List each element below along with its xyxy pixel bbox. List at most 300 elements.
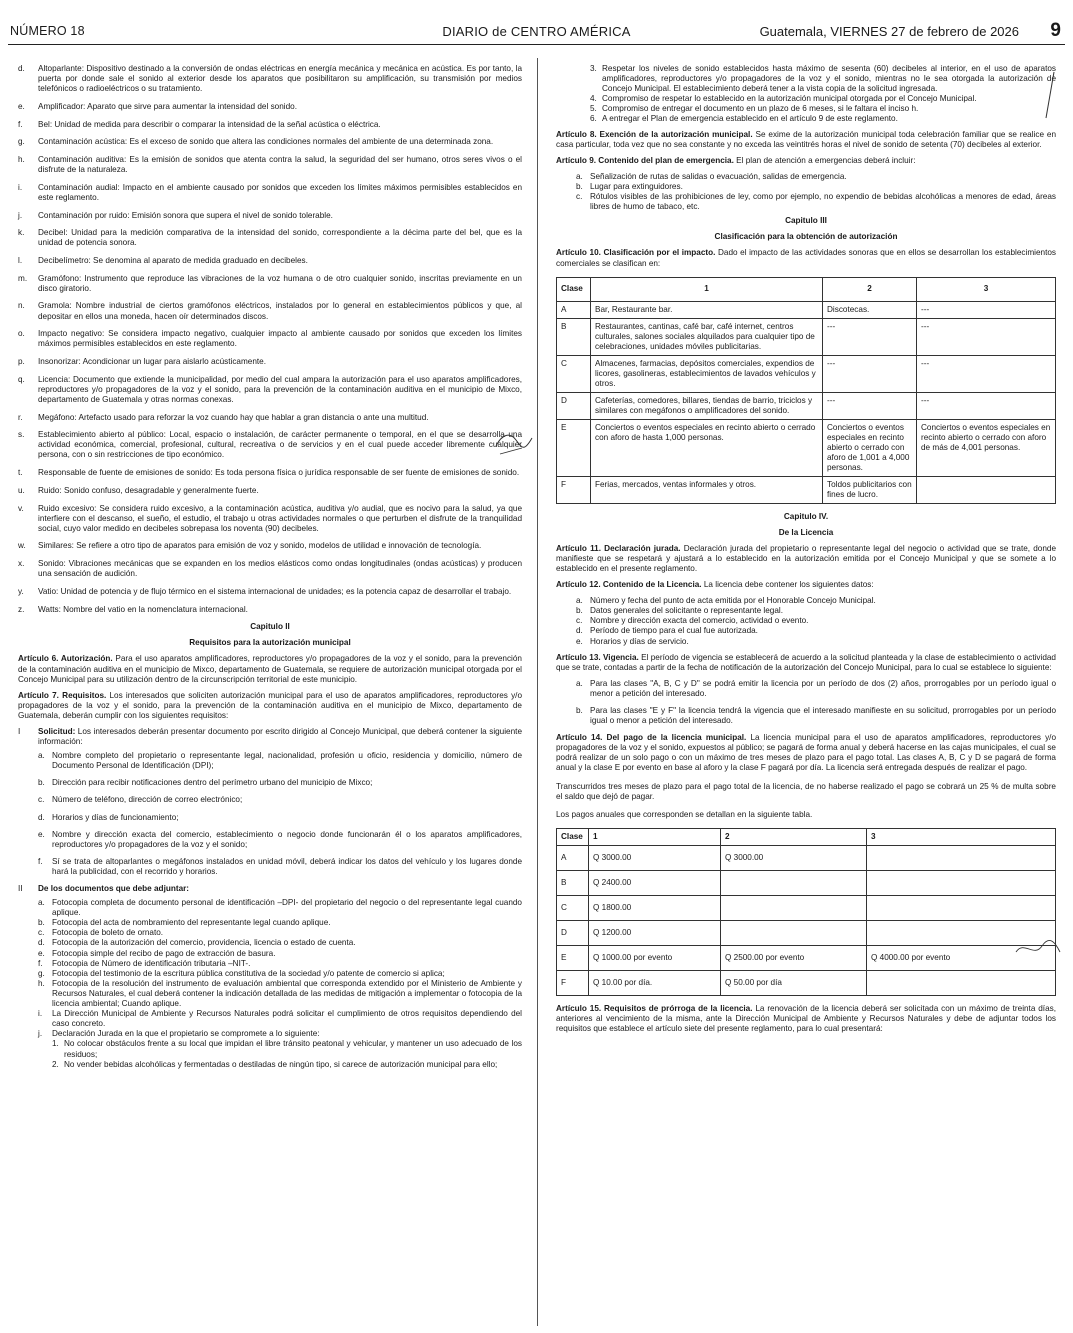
- class-cell: A: [557, 845, 589, 870]
- emergency-plan-item-letter: a.: [576, 171, 583, 181]
- definition-item-text: Decibelímetro: Se denomina al aparato de medida graduado en decibeles.: [38, 255, 308, 265]
- article-6: [18, 654, 522, 684]
- definition-item-letter: l.: [18, 255, 23, 265]
- table-row: [557, 419, 1056, 476]
- section-2-list: [38, 898, 522, 1039]
- requirement-item-letter: c.: [38, 795, 45, 805]
- declaration-item-text: A entregar el Plan de emergencia establecido en el artículo 9 de este reglamento.: [602, 114, 898, 124]
- emergency-plan-item: [576, 182, 1056, 192]
- table-row: [557, 476, 1056, 503]
- document-item-text: Fotocopia simple del recibo de pago de extracción de basura.: [52, 948, 276, 958]
- document-item-letter: a.: [38, 898, 45, 908]
- requirement-item-text: Número de teléfono, dirección de correo electrónico;: [52, 795, 243, 805]
- document-item: [38, 918, 522, 928]
- class-cell: D: [557, 392, 591, 419]
- license-content-item-text: Período de tiempo para el cual fue autorizada.: [590, 626, 758, 636]
- column-header: Clase: [557, 828, 589, 845]
- table-cell: Q 3000.00: [589, 845, 721, 870]
- definition-item: [18, 329, 522, 349]
- emergency-plan-item: [576, 192, 1056, 212]
- validity-item: [576, 706, 1056, 726]
- page-number: 9: [1050, 20, 1061, 41]
- definition-item: [18, 211, 522, 221]
- column-header: Clase: [557, 277, 591, 301]
- requirement-item-text: Horarios y días de funcionamiento;: [52, 812, 179, 822]
- document-item-letter: f.: [38, 958, 43, 968]
- definition-item-text: Amplificador: Aparato que sirve para aumentar la intensidad del sonido.: [38, 101, 297, 111]
- table-row: [557, 301, 1056, 318]
- table-cell: Conciertos o eventos especiales en recinto abierto o cerrado con aforo de hasta 1,000 personas.: [591, 419, 823, 476]
- definition-item-letter: n.: [18, 301, 25, 311]
- license-content-item-letter: b.: [576, 606, 583, 616]
- column-header: 3: [867, 828, 1056, 845]
- declaration-item-letter: 4.: [590, 94, 597, 104]
- article-13-body: El período de vigencia se establecerá de acuerdo a la solicitud planteada y la clase de establecimiento o actividad que se trate, contadas a partir de la fecha de notificación de la autorización del Concejo Municipal, para lo cual se establece lo siguiente:: [556, 652, 1056, 672]
- article-7: [18, 691, 522, 721]
- declaration-item-letter: 3.: [590, 64, 597, 73]
- requirement-item: [38, 857, 522, 877]
- emergency-plan-item-text: Rótulos visibles de las prohibiciones de ley, como por ejemplo, no expendio de bebidas alcohólicas a menores de edad, áreas libres de humo de tabaco, etc.: [590, 192, 1056, 212]
- table-row: [557, 920, 1056, 945]
- definition-item: [18, 559, 522, 579]
- document-item: [38, 949, 522, 959]
- issue-number: NÚMERO 18: [10, 24, 85, 38]
- definition-item: [18, 504, 522, 534]
- table-cell: ---: [917, 301, 1056, 318]
- document-item-text: Fotocopia de la resolución del instrumento de evaluación ambiental que corresponda extendido por el Ministerio de Ambiente y Recursos Naturales, el cual deberá contener la indicación detallada de las medidas de mitigación a implementar o fotocopia de la licencia ambiental; Cuando aplique.: [52, 978, 522, 1009]
- requirement-item-text: Nombre y dirección exacta del comercio, establecimiento o negocio donde funcionarán él o los aparatos amplificadores, reproductores y/o propagadores de la voz y el sonido;: [52, 829, 522, 849]
- definition-item-letter: h.: [18, 154, 25, 164]
- definition-item-letter: f.: [18, 119, 23, 129]
- definition-item-letter: m.: [18, 273, 28, 283]
- definition-item: [18, 183, 522, 203]
- requirement-item-letter: d.: [38, 812, 45, 822]
- document-item-letter: b.: [38, 918, 45, 928]
- definition-item: [18, 605, 522, 615]
- definition-item: [18, 486, 522, 496]
- document-item: [38, 959, 522, 969]
- article-12-heading: Artículo 12. Contenido de la Licencia.: [556, 580, 702, 590]
- table-cell: ---: [917, 318, 1056, 355]
- article-13: [556, 653, 1056, 673]
- definition-item: [18, 375, 522, 405]
- definitions-list: [18, 64, 522, 615]
- article-11-heading: Artículo 11. Declaración jurada.: [556, 543, 681, 553]
- section-2-heading: De los documentos que debe adjuntar:: [38, 884, 190, 893]
- definition-item-letter: v.: [18, 503, 24, 513]
- article-15-body: La renovación de la licencia deberá ser solicitada con un máximo de treinta días, anteriores al vencimiento de la misma, ante la Dirección Municipal de Ambiente y Recursos Naturales y debe de adjuntar todos los requisitos que establece el artículo siete del presente reglamento, para lo cual presentará:: [556, 1003, 1056, 1034]
- table-cell: Q 10.00 por día.: [589, 970, 721, 995]
- left-column: [18, 64, 522, 1070]
- definition-item-text: Similares: Se refiere a otro tipo de aparatos para emisión de voz y sonido, modelos de utilidad e innovación de tecnología.: [38, 541, 482, 551]
- definition-item-text: Decibel: Unidad para la medición comparativa de la intensidad del sonido, correspondiente a la décima parte del bel, que es la unidad de potencia sonora.: [38, 228, 522, 248]
- definition-item-letter: d.: [18, 64, 25, 73]
- document-item-text: Fotocopia del testimonio de la escritura pública constitutiva de la sociedad y/o patente de comercio si aplica;: [52, 968, 445, 978]
- definition-item-letter: p.: [18, 357, 25, 366]
- table-cell: ---: [823, 355, 917, 392]
- declaration-item-letter: 1.: [52, 1039, 59, 1049]
- definition-item-letter: y.: [18, 586, 24, 596]
- document-item: [38, 898, 522, 918]
- column-header: 2: [823, 277, 917, 301]
- definition-item: [18, 155, 522, 175]
- initials-signature-mark-2: [1012, 938, 1062, 960]
- article-9-list: [576, 172, 1056, 212]
- initials-signature-mark: [492, 428, 536, 464]
- table-cell: Ferias, mercados, ventas informales y otros.: [591, 476, 823, 503]
- license-content-item-text: Nombre y dirección exacta del comercio, actividad o evento.: [590, 616, 809, 626]
- table-cell: Toldos publicitarios con fines de lucro.: [823, 476, 917, 503]
- license-content-item-letter: c.: [576, 616, 583, 626]
- license-content-item-text: Datos generales del solicitante o representante legal.: [590, 606, 783, 616]
- table-row: [557, 318, 1056, 355]
- definition-item-text: Ruido excesivo: Se considera ruido excesivo, a la contaminación acústica, auditiva y/o audial, que es nocivo para la salud, ya que interfiere con el descanso, el sueño, el estudio, el trabajo u otras actividades normales o que perturben el disfrute de la tranquilidad social, cuyo valor medido en decibeles sobrepasa los noventa (90) decibeles.: [38, 503, 522, 533]
- payments-table: [556, 828, 1056, 996]
- article-13-heading: Artículo 13. Vigencia.: [556, 652, 639, 662]
- validity-item-text: Para las clases "E y F" la licencia tendrá la vigencia que el interesado manifieste en su solicitud, prorrogables por un período igual o menor a petición del interesado.: [590, 706, 1056, 726]
- definition-item: [18, 413, 522, 423]
- article-15: [556, 1004, 1056, 1034]
- document-item-text: Fotocopia de Número de identificación tributaria –NIT-.: [52, 958, 251, 968]
- document-item-letter: i.: [38, 1009, 43, 1019]
- declaration-item-text: No colocar obstáculos frente a su local que impidan el libre tránsito peatonal y vehicular, y mantener un uso adecuado de los residuos;: [64, 1039, 522, 1059]
- document-item-letter: g.: [38, 968, 45, 978]
- article-15-heading: Artículo 15. Requisitos de prórroga de la licencia.: [556, 1003, 753, 1013]
- header-rule: [8, 44, 1065, 45]
- article-14-heading: Artículo 14. Del pago de la licencia municipal.: [556, 733, 747, 743]
- table-cell: Restaurantes, cantinas, café bar, café internet, centros culturales, salones sociales alquilados para cualquier tipo de celebraciones, unidades móviles publicitarias.: [591, 318, 823, 355]
- declaration-item: [52, 1039, 522, 1059]
- declaration-item-letter: 2.: [52, 1059, 59, 1069]
- license-content-item: [576, 616, 1056, 626]
- chapter-3-title: Capitulo III: [785, 216, 827, 226]
- definition-item-letter: w.: [18, 541, 26, 551]
- definition-item-letter: e.: [18, 101, 25, 111]
- table-cell: ---: [823, 392, 917, 419]
- definition-item-text: Ruido: Sonido confuso, desagradable y generalmente fuerte.: [38, 485, 259, 495]
- section-1: [18, 727, 522, 747]
- table-row: [557, 970, 1056, 995]
- column-header: 2: [721, 828, 867, 845]
- definition-item-letter: q.: [18, 374, 25, 384]
- article-8-heading: Artículo 8. Exención de la autorización municipal.: [556, 129, 753, 139]
- classification-table: [556, 277, 1056, 504]
- table-cell: Q 2500.00 por evento: [721, 945, 867, 970]
- definition-item: [18, 301, 522, 321]
- definition-item-letter: x.: [18, 559, 25, 569]
- article-12: [556, 580, 1056, 590]
- definition-item: [18, 541, 522, 551]
- validity-item-letter: a.: [576, 678, 583, 688]
- definition-item-letter: i.: [18, 182, 23, 192]
- table-cell: ---: [917, 355, 1056, 392]
- table-cell: Q 4000.00 por evento: [867, 945, 1056, 970]
- article-14: [556, 733, 1056, 773]
- article-11: [556, 544, 1056, 574]
- license-content-item: [576, 637, 1056, 647]
- document-item-letter: e.: [38, 948, 45, 958]
- document-item: [38, 979, 522, 1009]
- table-cell: [867, 970, 1056, 995]
- class-cell: C: [557, 355, 591, 392]
- article-6-body: Para el uso aparatos amplificadores, reproductores y/o propagadores de la voz y el sonido, para la prevención de la contaminación auditiva en el municipio de Mixco, departamento de Guatemala, se requiere de autorización municipal otorgada por el Concejo Municipal para su utilización dentro de la circunscripción territorial de este municipio.: [18, 654, 522, 684]
- document-item: [38, 938, 522, 948]
- table-cell: Cafeterías, comedores, billares, tiendas de barrio, triciclos y similares con megáfonos o amplificadores del sonido.: [591, 392, 823, 419]
- article-14-body: La licencia municipal para el uso de aparatos amplificadores, reproductores y/o propagadores de la voz y el sonido, expuestos al público; se pagará de forma anual y deberá hacerse en las cajas municipales, el cual se podrá realizar de un solo pago o con un máximo de tres meses de plazo para el pago total. Las clases A, B, C y D se pagará de forma anual y la clase E por evento en base al aforo y la clase F pagará por día. La licencia será entregada después de realizar el pago.: [556, 733, 1057, 773]
- document-item-text: Fotocopia de la autorización del comercio, providencia, licencia o estado de cuenta.: [52, 938, 356, 948]
- definition-item-text: Contaminación auditiva: Es la emisión de sonidos que atenta contra la salud, la seguridad del ser humano, otros seres vivos o el disfrute de la naturaleza.: [38, 154, 522, 175]
- table-cell: [721, 895, 867, 920]
- emergency-plan-item-letter: b.: [576, 181, 583, 191]
- article-9-heading: Artículo 9. Contenido del plan de emergencia.: [556, 155, 734, 165]
- requirement-item: [38, 813, 522, 823]
- section-2-number: II: [18, 884, 23, 893]
- requirement-item-letter: b.: [38, 778, 45, 788]
- definition-item: [18, 256, 522, 266]
- table-cell: Almacenes, farmacias, depósitos comerciales, expendios de licores, gasolineras, establecimientos de lavados vehículos y otros.: [591, 355, 823, 392]
- table-cell: ---: [823, 318, 917, 355]
- class-cell: F: [557, 476, 591, 503]
- validity-item: [576, 679, 1056, 699]
- definition-item-text: Megáfono: Artefacto usado para reforzar la voz cuando hay que hablar a gran distancia o ante una multitud.: [38, 412, 429, 422]
- right-column: [556, 64, 1056, 1040]
- license-content-item: [576, 626, 1056, 636]
- declaration-item: [590, 114, 1056, 124]
- table-cell: Bar, Restaurante bar.: [591, 301, 823, 318]
- definition-item-text: Altoparlante: Dispositivo destinado a la conversión de ondas eléctricas en energía mecánica y mecánica en acústica. Es por tanto, la puerta por donde sale el sonido al exterior desde los aparatos que posibilitaron su amplificación, su transmisión por medios telefónicos o radioeléctricos o su tratamiento.: [38, 64, 522, 94]
- document-item: [38, 1029, 522, 1039]
- declaration-item: [590, 94, 1056, 104]
- definition-item: [18, 274, 522, 294]
- issue-date: Guatemala, VIERNES 27 de febrero de 2026: [759, 24, 1019, 39]
- declaration-item: [590, 104, 1056, 114]
- requirement-item-letter: a.: [38, 751, 45, 761]
- chapter-2-title: Capitulo II: [250, 622, 290, 632]
- definition-item: [18, 120, 522, 130]
- article-11-body: Declaración jurada del propietario o representante legal del negocio o actividad que se trate, donde manifieste que se respetará y ajustará a lo establecido en la autorización emitida por el Concejo Municipal y que se somete a lo establecido en el presente reglamento.: [556, 543, 1056, 573]
- emergency-plan-item-letter: c.: [576, 192, 583, 202]
- article-9-body: El plan de atención a emergencias deberá incluir:: [733, 155, 916, 165]
- declaration-item-letter: 5.: [590, 104, 597, 114]
- license-content-item: [576, 596, 1056, 606]
- article-6-heading: Artículo 6. Autorización.: [18, 654, 113, 664]
- definition-item: [18, 357, 522, 367]
- payments-table-header: [557, 828, 1056, 845]
- declaration-item: [590, 64, 1056, 94]
- margin-signature-mark: [1036, 68, 1062, 128]
- section-1-list: [38, 751, 522, 877]
- class-cell: B: [557, 318, 591, 355]
- document-item-text: Declaración Jurada en la que el propietario se compromete a lo siguiente:: [52, 1029, 320, 1039]
- column-divider: [537, 58, 538, 1326]
- document-item-text: Fotocopia completa de documento personal de identificación –DPI- del propietario del negocio o del representante legal cuando aplique.: [52, 898, 522, 918]
- chapter-4-subtitle: De la Licencia: [778, 527, 834, 537]
- definition-item-text: Gramola: Nombre industrial de ciertos gramófonos eléctricos, instalados por lo general en establecimientos públicos y que, al depositar en ellos una moneda, hacen oír determinados discos.: [38, 301, 522, 321]
- class-cell: F: [557, 970, 589, 995]
- article-12-list: [576, 596, 1056, 646]
- document-item: [38, 969, 522, 979]
- table-cell: [867, 870, 1056, 895]
- declaration-item-text: Compromiso de respetar lo establecido en la autorización municipal otorgada por el Concejo Municipal.: [602, 94, 977, 104]
- definition-item-text: Vatio: Unidad de potencia y de flujo térmico en el sistema internacional de unidades; es la potencia capaz de desarrollar el trabajo.: [38, 586, 512, 596]
- declaration-item: [52, 1060, 522, 1070]
- chapter-3-subtitle: Clasificación para la obtención de autorización: [714, 232, 898, 242]
- publication-title: DIARIO de CENTRO AMÉRICA: [442, 24, 631, 39]
- article-10-body: Dado el impacto de las actividades sonoras que en ellos se desarrollan los establecimientos comerciales se clasifican en:: [556, 248, 1056, 268]
- table-cell: Q 1000.00 por evento: [589, 945, 721, 970]
- document-item-text: Fotocopia de boleto de ornato.: [52, 928, 164, 938]
- requirement-item: [38, 751, 522, 771]
- requirement-item-text: Dirección para recibir notificaciones dentro del perímetro urbano del municipio de Mixco;: [52, 778, 373, 788]
- definition-item-text: Contaminación por ruido: Emisión sonora que supera el nivel de sonido tolerable.: [38, 210, 333, 220]
- definition-item-letter: o.: [18, 329, 25, 339]
- class-cell: A: [557, 301, 591, 318]
- definition-item-text: Responsable de fuente de emisiones de sonido: Es toda persona física o jurídica responsable de ser fuente de emisiones de sonido.: [38, 468, 520, 478]
- table-row: [557, 895, 1056, 920]
- emergency-plan-item-text: Lugar para extinguidores.: [590, 181, 683, 191]
- declaration-list-start: [52, 1039, 522, 1069]
- declaration-item-text: No vender bebidas alcohólicas y fermentadas o destiladas de ningún tipo, si carece de autorización municipal para ello;: [64, 1059, 498, 1069]
- column-header: 3: [917, 277, 1056, 301]
- table-row: [557, 392, 1056, 419]
- table-row: [557, 355, 1056, 392]
- article-8-body: Se exime de la autorización municipal toda celebración familiar que se realice en casa particular, toda vez que no sea constante y no exceda las veintitrés horas el nivel de sonido de setenta (70) decibeles al exterior.: [556, 129, 1056, 149]
- requirement-item: [38, 830, 522, 850]
- article-8: [556, 130, 1056, 150]
- article-10: [556, 248, 1056, 268]
- table-cell: ---: [917, 392, 1056, 419]
- requirement-item: [38, 795, 522, 805]
- table-cell: [721, 870, 867, 895]
- definition-item-text: Bel: Unidad de medida para describir o comparar la intensidad de la señal acústica o eléctrica.: [38, 119, 381, 129]
- article-14-paragraph-3: Los pagos anuales que corresponden se detallan en la siguiente tabla.: [556, 809, 813, 819]
- table-cell: [721, 920, 867, 945]
- validity-item-letter: b.: [576, 706, 583, 715]
- class-cell: E: [557, 945, 589, 970]
- document-item-letter: j.: [38, 1029, 43, 1039]
- article-10-heading: Artículo 10. Clasificación por el impacto.: [556, 248, 716, 258]
- definition-item-letter: s.: [18, 430, 25, 440]
- requirement-item-letter: f.: [38, 856, 43, 866]
- license-content-item-letter: e.: [576, 636, 583, 646]
- definition-item-letter: t.: [18, 468, 23, 478]
- definition-item: [18, 64, 522, 94]
- article-14-paragraph-2: Transcurridos tres meses de plazo para el pago total de la licencia, de no haberse realizado el pago se cobrará un 25 % de multa sobre el saldo que dejó de pagar.: [556, 781, 1056, 801]
- section-1-heading: Solicitud:: [38, 726, 76, 736]
- definition-item-letter: j.: [18, 210, 23, 220]
- table-cell: Q 1200.00: [589, 920, 721, 945]
- validity-item-text: Para las clases "A, B, C y D" se podrá emitir la licencia por un período de dos (2) años, prorrogables por un período igual o menor a petición del interesado.: [590, 678, 1056, 698]
- table-row: [557, 945, 1056, 970]
- article-12-body: La licencia debe contener los siguientes datos:: [701, 580, 874, 590]
- document-item-letter: c.: [38, 928, 45, 938]
- column-header: 1: [589, 828, 721, 845]
- class-cell: D: [557, 920, 589, 945]
- table-row: [557, 845, 1056, 870]
- definition-item-text: Insonorizar: Acondicionar un lugar para aislarlo acústicamente.: [38, 357, 267, 366]
- declaration-item-letter: 6.: [590, 114, 597, 124]
- table-cell: Discotecas.: [823, 301, 917, 318]
- document-item-text: Fotocopia del acta de nombramiento del representante legal cuando aplique.: [52, 918, 331, 928]
- license-content-item-letter: a.: [576, 596, 583, 606]
- table-cell: [917, 476, 1056, 503]
- table-cell: Q 1800.00: [589, 895, 721, 920]
- emergency-plan-item: [576, 172, 1056, 182]
- article-7-body: Los interesados que soliciten autorización municipal para el uso de aparatos amplificadores, reproductores y/o propagadores de la voz y el sonido, para la prevención de la contaminación auditiva en el municipio de Mixco, departamento de Guatemala, deberán cumplir con los siguientes requisitos:: [18, 690, 523, 720]
- definition-item-letter: r.: [18, 412, 23, 422]
- definition-item: [18, 587, 522, 597]
- section-2: [18, 884, 522, 894]
- license-content-item-text: Número y fecha del punto de acta emitida por el Honorable Concejo Municipal.: [590, 596, 876, 606]
- column-header: 1: [591, 277, 823, 301]
- table-cell: [867, 895, 1056, 920]
- definition-item: [18, 468, 522, 478]
- license-content-item: [576, 606, 1056, 616]
- definition-item: [18, 102, 522, 112]
- definition-item: [18, 430, 522, 460]
- requirement-item-text: Nombre completo del propietario o representante legal, nacionalidad, profesión u oficio, residencia y domicilio, número de Documento Personal de Identificación (DPI);: [52, 751, 522, 771]
- definition-item-text: Establecimiento abierto al público: Local, espacio o instalación, de carácter permanente o temporal, en el que se desarrolla una actividad económica, comercial, profesional, cultural, recreativa o de servicios y en el cual puede acceder libremente cualquier persona, con o sin restricciones de tipo económico.: [38, 430, 522, 460]
- declaration-list-continued: [590, 64, 1056, 125]
- table-cell: [867, 845, 1056, 870]
- chapter-2-subtitle: Requisitos para la autorización municipal: [189, 638, 351, 648]
- class-cell: C: [557, 895, 589, 920]
- section-1-number: I: [18, 726, 21, 736]
- chapter-4-title: Capitulo IV.: [783, 511, 829, 521]
- definition-item-text: Watts: Nombre del vatio en la nomenclatura internacional.: [38, 604, 248, 614]
- document-item-text: La Dirección Municipal de Ambiente y Recursos Naturales podrá solicitar el cumplimiento de otros requisitos dependiendo del caso concreto.: [52, 1009, 522, 1029]
- page-header: [0, 0, 1073, 46]
- article-9: [556, 156, 1056, 166]
- definition-item-text: Impacto negativo: Se considera impacto negativo, cualquier impacto al ambiente causado por sonidos que exceden los límites máximos permisibles establecidos en este reglamento.: [38, 329, 522, 349]
- definition-item-letter: z.: [18, 604, 25, 614]
- article-13-list: [576, 679, 1056, 726]
- definition-item-text: Licencia: Documento que extiende la municipalidad, por medio del cual ampara la autorización para el uso aparatos amplificadores, reproductores y/o propagadores de la voz y el sonido, para la prevención de la contaminación auditiva en el municipio de Mixco, departamento de Guatemala y otras normas conexas.: [38, 374, 522, 404]
- requirement-item-text: Sí se trata de altoparlantes o megáfonos instalados en unidad móvil, deberá indicar los datos del vehículo y los lugares donde hará la publicidad, con el recorrido y horarios.: [52, 856, 522, 876]
- definition-item-text: Sonido: Vibraciones mecánicas que se expanden en los medios elásticos como ondas longitudinales (ondas acústicas) y producen una sensación de audición.: [38, 559, 522, 579]
- class-cell: B: [557, 870, 589, 895]
- document-item-letter: h.: [38, 978, 45, 988]
- emergency-plan-item-text: Señalización de rutas de salidas o evacuación, salidas de emergencia.: [590, 171, 847, 181]
- definition-item-text: Contaminación audial: Impacto en el ambiente causado por sonidos que exceden los límites máximos permisibles establecidos en este reglamento.: [38, 182, 522, 202]
- license-content-item-text: Horarios y días de servicio.: [590, 636, 689, 646]
- definition-item-text: Contaminación acústica: Es el exceso de sonido que altera las condiciones normales del ambiente de una determinada zona.: [38, 137, 494, 147]
- definition-item-letter: u.: [18, 485, 25, 495]
- document-item: [38, 1009, 522, 1029]
- definition-item-letter: k.: [18, 228, 25, 238]
- document-item: [38, 928, 522, 938]
- requirement-item: [38, 778, 522, 788]
- requirement-item-letter: e.: [38, 829, 45, 839]
- definition-item-text: Gramófono: Instrumento que reproduce las vibraciones de la voz humana o de otro cualquier sonido, inscritas previamente en un disco giratorio.: [38, 273, 522, 293]
- section-1-body: Los interesados deberán presentar documento por escrito dirigido al Concejo Municipal, que deberá contener la siguiente información:: [38, 726, 522, 747]
- declaration-item-text: Compromiso de entregar el documento en un plazo de 6 meses, si le faltara el inciso h.: [602, 104, 919, 114]
- table-cell: Q 3000.00: [721, 845, 867, 870]
- table-row: [557, 870, 1056, 895]
- license-content-item-letter: d.: [576, 626, 583, 636]
- table-cell: Conciertos o eventos especiales en recinto abierto o cerrado con aforo de 1,001 a 4,000 personas.: [823, 419, 917, 476]
- table-cell: Q 2400.00: [589, 870, 721, 895]
- document-item-letter: d.: [38, 938, 45, 948]
- definition-item: [18, 228, 522, 248]
- article-7-heading: Artículo 7. Requisitos.: [18, 690, 107, 700]
- table-cell: Conciertos o eventos especiales en recinto abierto o cerrado con aforo de más de 4,001 personas.: [917, 419, 1056, 476]
- table-cell: Q 50.00 por día: [721, 970, 867, 995]
- class-cell: E: [557, 419, 591, 476]
- declaration-item-text: Respetar los niveles de sonido establecidos hasta máximo de sesenta (60) decibeles al interior, en el uso de aparatos amplificadores, reproductores y/o propagadores de la voz y el sonido, mientras no le sea otorgada la autorización de Concejo Municipal. El establecimiento deberá tener a la vista copia de la solicitud ingresada.: [602, 64, 1056, 94]
- definition-item-letter: g.: [18, 137, 25, 147]
- definition-item: [18, 137, 522, 147]
